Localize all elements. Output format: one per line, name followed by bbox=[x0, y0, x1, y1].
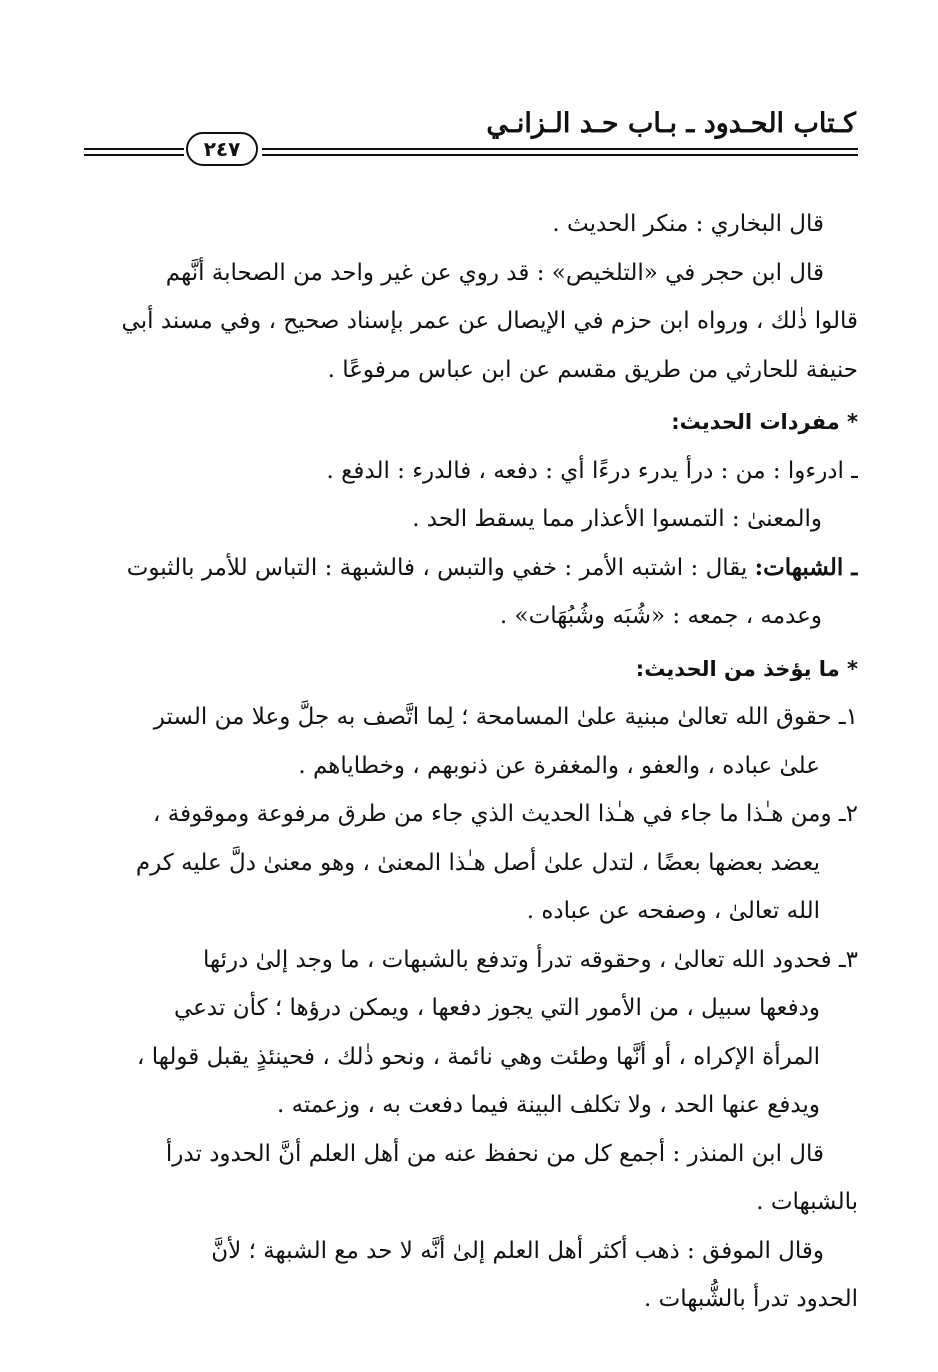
list-item-line: ويدفع عنها الحد ، ولا تكلف البينة فيما دفعت به ، وزعمته . bbox=[277, 1092, 820, 1118]
text-line: قالوا ذٰلك ، ورواه ابن حزم في الإيصال عن عمر بإسناد صحيح ، وفي مسند أبي bbox=[121, 308, 858, 334]
list-item-line: ٣ـ فحدود الله تعالىٰ ، وحقوقه تدرأ وتدفع بالشبهات ، ما وجد إلىٰ درئها bbox=[202, 946, 858, 973]
text-line: وعدمه ، جمعه : «شُبَه وشُبُهَات» . bbox=[499, 603, 822, 629]
text-line: قال ابن المنذر : أجمع كل من نحفظ عنه من أهل العلم أنَّ الحدود تدرأ bbox=[165, 1140, 824, 1167]
list-item-line: المرأة الإكراه ، أو أنَّها وطئت وهي نائمة ، ونحو ذٰلك ، فحينئذٍ يقبل قولها ، bbox=[137, 1043, 820, 1070]
section-heading: * ما يؤخذ من الحديث: bbox=[635, 656, 858, 681]
term-label: ـ الشبهات: bbox=[754, 553, 858, 581]
list-item-line: ودفعها سبيل ، من الأمور التي يجوز دفعها ، ويمكن درؤها ؛ كأن تدعي bbox=[174, 995, 820, 1021]
running-title: كـتاب الحـدود ـ بـاب حـد الـزانـي bbox=[486, 108, 856, 139]
list-item-line: علىٰ عباده ، والعفو ، والمغفرة عن ذنوبهم ، وخطاياهم . bbox=[298, 752, 820, 779]
text-line: بالشبهات . bbox=[756, 1189, 858, 1215]
text-line: وقال الموفق : ذهب أكثر أهل العلم إلىٰ أنَّه لا حد مع الشبهة ؛ لأنَّ bbox=[211, 1237, 824, 1264]
text-line: والمعنىٰ : التمسوا الأعذار مما يسقط الحد . bbox=[412, 506, 822, 532]
text-line bbox=[78, 544, 858, 593]
text-line: قال ابن حجر في «التلخيص» : قد روي عن غير واحد من الصحابة أنَّهم bbox=[165, 259, 824, 286]
text-line: قال البخاري : منكر الحديث . bbox=[552, 211, 824, 237]
header-rule bbox=[262, 154, 858, 156]
text-line: ـ ادرءوا : من : درأ يدرء درءًا أي : دفعه ، فالدرء : الدفع . bbox=[326, 457, 858, 484]
term-definition: يقال : اشتبه الأمر : خفي والتبس ، فالشبهة : التباس للأمر بالثبوت bbox=[126, 554, 755, 581]
text-line: حنيفة للحارثي من طريق مقسم عن ابن عباس مرفوعًا . bbox=[327, 356, 858, 383]
list-item-line: الله تعالىٰ ، وصفحه عن عباده . bbox=[526, 898, 820, 924]
list-item-line: ٢ـ ومن هـٰذا ما جاء في هـٰذا الحديث الذي جاء من طرق مرفوعة وموقوفة ، bbox=[153, 801, 858, 827]
list-item-line: ١ـ حقوق الله تعالىٰ مبنية علىٰ المسامحة ؛ لِما اتَّصف به جلَّ وعلا من الستر bbox=[153, 704, 858, 730]
header-rule bbox=[262, 148, 858, 150]
section-heading: * مفردات الحديث: bbox=[671, 410, 858, 434]
header-rule bbox=[84, 154, 184, 156]
page-number: ٢٤٧ bbox=[186, 132, 258, 166]
header-rule bbox=[84, 148, 184, 150]
list-item-line: يعضد بعضها بعضًا ، لتدل علىٰ أصل هـٰذا المعنىٰ ، وهو معنىٰ دلَّ عليه كرم bbox=[135, 849, 820, 876]
page-body bbox=[78, 200, 858, 1324]
text-line: الحدود تدرأ بالشُّبهات . bbox=[643, 1286, 858, 1312]
